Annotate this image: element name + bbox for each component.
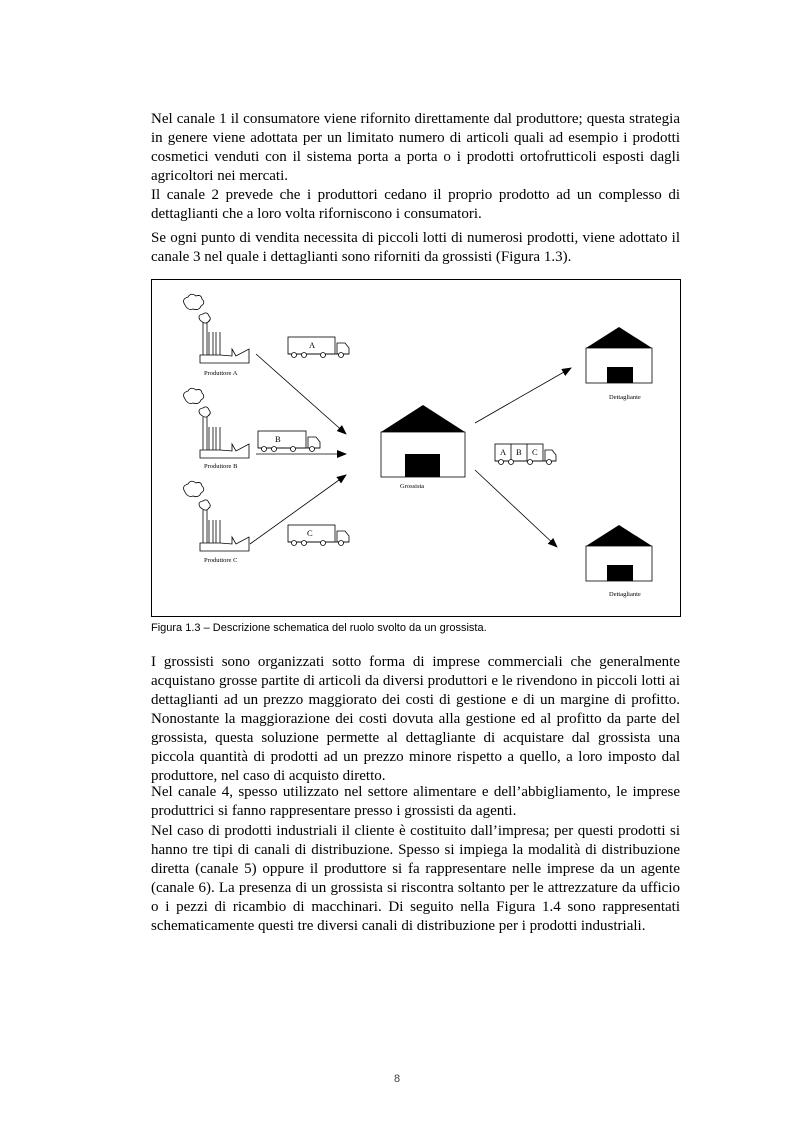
warehouse-icon-retailer-1 xyxy=(586,327,652,383)
truck-icon-a xyxy=(288,337,349,358)
factory-icon-a xyxy=(184,294,249,363)
paragraph-canale-2: Il canale 2 prevede che i produttori cedano il proprio prodotto ad un complesso di dettaglianti che a loro volta riforniscono i consumatori. xyxy=(151,187,680,222)
page-number: 8 xyxy=(393,1073,401,1085)
paragraph-canale-1: Nel canale 1 il consumatore viene rifornito direttamente dal produttore; questa strategia in genere viene adottata per un limitato numero di articoli quali ad esempio i prodotti cosmetici venduti con il sistema porta a porta o i prodotti ortofrutticoli esposti dagli agricoltori nei mercati. xyxy=(151,111,680,184)
distribution-diagram xyxy=(152,280,679,615)
figure-1-3 xyxy=(151,279,681,617)
paragraph-grossisti: I grossisti sono organizzati sotto forma di imprese commerciali che generalmente acquistano grosse partite di articoli da diversi produttori e le rivendono in piccoli lotti ai dettaglianti ad un prezzo maggiorato dei costi di gestione e di un margine di profitto. Nonostante la maggiorazione dei costi dovuta alla gestione ed al profitto da parte del grossista, questa soluzione permette al dettagliante di acquistare dal grossista una piccola quantità di prodotti ad un prezzo minore rispetto a quello, a loro imposto dal produttore, nel caso di acquisto diretto. xyxy=(151,654,680,784)
retailer-2-label: Dettagliante xyxy=(609,591,641,598)
producer-a-label: Produttore A xyxy=(204,370,238,377)
truck-a-cargo: A xyxy=(309,340,316,350)
figure-caption: Figura 1.3 – Descrizione schematica del ruolo svolto da un grossista. xyxy=(151,622,487,634)
arrow-wholesaler-to-retailer-2 xyxy=(475,470,557,547)
paragraph-prodotti-industriali: Nel caso di prodotti industriali il cliente è costituito dall’impresa; per questi prodotti si hanno tre tipi di canali di distribuzione. Spesso si impiega la modalità di distribuzione diretta (canale 5) oppure il produttore si fa rappresentare nelle imprese da un agente (canale 6). La presenza di un grossista si riscontra soltanto per le attrezzature da ufficio o i pezzi di ricambio di macchinari. Di seguito nella Figura 1.4 sono rappresentati schematicamente questi tre diversi canali di distribuzione per i prodotti industriali. xyxy=(151,823,680,934)
truck-icon-c xyxy=(288,525,349,546)
wholesaler-cargo-c: C xyxy=(532,447,538,457)
arrow-producer-c-to-wholesaler xyxy=(250,475,346,544)
wholesaler-cargo-b: B xyxy=(516,447,522,457)
wholesaler-label: Grossista xyxy=(400,483,425,490)
wholesaler-cargo-a: A xyxy=(500,447,507,457)
arrow-wholesaler-to-retailer-1 xyxy=(475,368,571,423)
factory-icon-c xyxy=(184,481,249,551)
warehouse-icon-retailer-2 xyxy=(586,525,652,581)
factory-icon-b xyxy=(184,388,249,458)
retailer-1-label: Dettagliante xyxy=(609,394,641,401)
warehouse-icon-wholesaler xyxy=(381,405,465,477)
producer-c-label: Produttore C xyxy=(204,557,238,564)
truck-b-cargo: B xyxy=(275,434,281,444)
arrow-producer-a-to-wholesaler xyxy=(256,354,346,434)
producer-b-label: Produttore B xyxy=(204,463,238,470)
paragraph-canale-4: Nel canale 4, spesso utilizzato nel settore alimentare e dell’abbigliamento, le imprese produttrici si fanno rappresentare presso i grossisti da agenti. xyxy=(151,784,680,819)
paragraph-canale-3: Se ogni punto di vendita necessita di piccoli lotti di numerosi prodotti, viene adottato il canale 3 nel quale i dettaglianti sono riforniti da grossisti (Figura 1.3). xyxy=(151,230,680,265)
truck-c-cargo: C xyxy=(307,528,313,538)
truck-icon-b xyxy=(258,431,320,452)
